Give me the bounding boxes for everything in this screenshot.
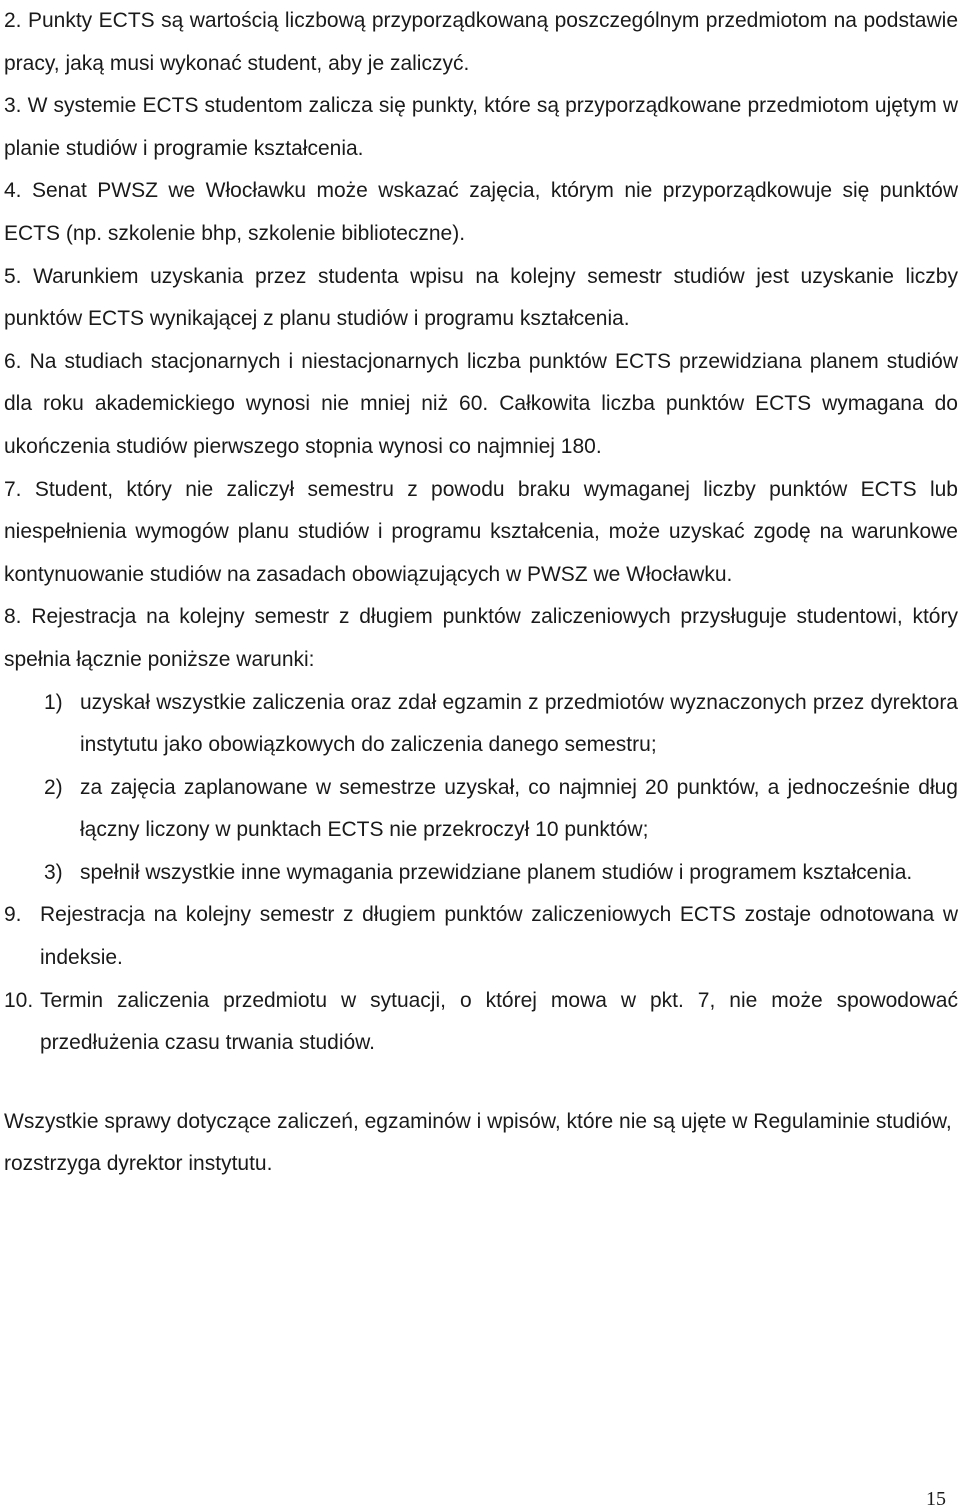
paragraph-3 bbox=[4, 85, 958, 170]
paragraph-4 bbox=[4, 170, 958, 255]
paragraph-number: 8. bbox=[4, 605, 22, 629]
page-number: 15 bbox=[926, 1488, 946, 1510]
paragraph-text: W systemie ECTS studentom zalicza się punkty, które są przyporządkowane przedmiotom ujętym w planie studiów i programie kształcenia. bbox=[4, 94, 958, 160]
paragraph-7 bbox=[4, 469, 958, 597]
paragraph-9 bbox=[4, 894, 958, 979]
condition-2 bbox=[4, 767, 958, 852]
paragraph-number: 10. bbox=[4, 988, 34, 1012]
closing-paragraph: Wszystkie sprawy dotyczące zaliczeń, egzaminów i wpisów, które nie są ujęte w Regulaminie studiów, rozstrzyga dyrektor instytutu. bbox=[4, 1109, 952, 1176]
paragraph-text: Termin zaliczenia przedmiotu w sytuacji, o której mowa w pkt. 7, nie może spowodować przedłużenia czasu trwania studiów. bbox=[40, 988, 958, 1055]
condition-text: uzyskał wszystkie zaliczenia oraz zdał egzamin z przedmiotów wyznaczonych przez dyrektora instytutu jako obowiązkowych do zaliczenia danego semestru; bbox=[80, 690, 958, 757]
condition-number: 2) bbox=[44, 775, 63, 799]
paragraph-number: 9. bbox=[4, 903, 22, 927]
paragraph-8 bbox=[4, 596, 958, 681]
paragraph-5 bbox=[4, 256, 958, 341]
condition-text: spełnił wszystkie inne wymagania przewidziane planem studiów i programem kształcenia. bbox=[80, 860, 913, 884]
paragraph-2 bbox=[4, 0, 958, 85]
paragraph-number: 3. bbox=[4, 94, 22, 118]
condition-number: 3) bbox=[44, 860, 63, 884]
paragraph-text: Na studiach stacjonarnych i niestacjonarnych liczba punktów ECTS przewidziana planem studiów dla roku akademickiego wynosi nie mniej niż 60. Całkowita liczba punktów ECTS wymagana do ukończenia studiów pierwszego stopnia wynosi co najmniej 180. bbox=[4, 349, 958, 458]
paragraph-number: 2. bbox=[4, 9, 22, 32]
document-page bbox=[4, 0, 958, 1186]
paragraph-10 bbox=[4, 980, 958, 1065]
condition-3 bbox=[4, 852, 958, 895]
paragraph-text: Student, który nie zaliczył semestru z powodu braku wymaganej liczby punktów ECTS lub niespełnienia wymogów planu studiów i programu kształcenia, może uzyskać zgodę na warunkowe kontynuowanie studiów na zasadach obowiązujących w PWSZ we Włocławku. bbox=[4, 477, 958, 586]
condition-1 bbox=[4, 682, 958, 767]
paragraph-number: 4. bbox=[4, 179, 22, 203]
paragraph-6 bbox=[4, 341, 958, 469]
paragraph-text: Rejestracja na kolejny semestr z długiem punktów zaliczeniowych przysługuje studentowi, który spełnia łącznie poniższe warunki: bbox=[4, 605, 958, 671]
paragraph-text: Warunkiem uzyskania przez studenta wpisu na kolejny semestr studiów jest uzyskanie liczby punktów ECTS wynikającej z planu studiów i programu kształcenia. bbox=[4, 264, 958, 331]
paragraph-text: Punkty ECTS są wartością liczbową przyporządkowaną poszczególnym przedmiotom na podstawie pracy, jaką musi wykonać student, aby je zaliczyć. bbox=[4, 9, 959, 75]
paragraph-number: 5. bbox=[4, 264, 22, 288]
condition-text: za zajęcia zaplanowane w semestrze uzyskał, co najmniej 20 punktów, a jednocześnie dług łączny liczony w punktach ECTS nie przekroczył 10 punktów; bbox=[80, 775, 958, 842]
paragraph-number: 6. bbox=[4, 349, 22, 373]
paragraph-text: Senat PWSZ we Włocławku może wskazać zajęcia, którym nie przyporządkowuje się punktów ECTS (np. szkolenie bhp, szkolenie biblioteczne). bbox=[4, 179, 958, 245]
paragraph-number: 7. bbox=[4, 477, 22, 501]
paragraph-text: Rejestracja na kolejny semestr z długiem punktów zaliczeniowych ECTS zostaje odnotowana w indeksie. bbox=[40, 903, 958, 970]
condition-number: 1) bbox=[44, 690, 63, 714]
